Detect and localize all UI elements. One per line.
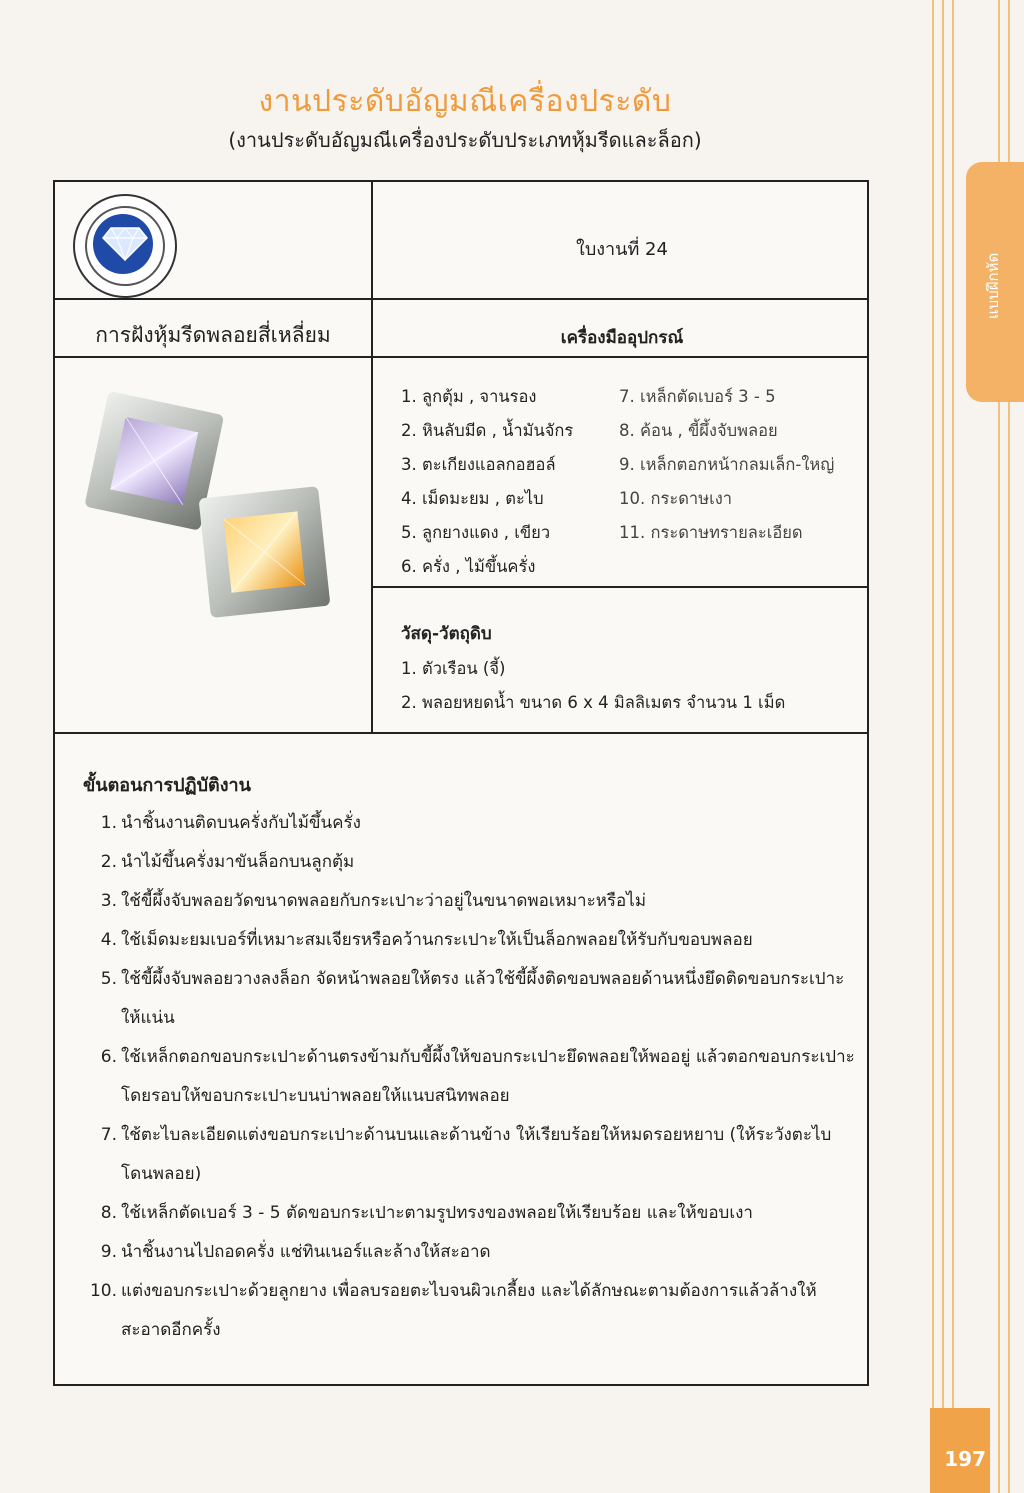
task-name: การฝังหุ้มรีดพลอยสี่เหลี่ยม — [95, 323, 331, 347]
tool-item: 9. เหล็กตอกหน้ากลมเล็ก-ใหญ่ — [619, 455, 835, 474]
gemstone-photo — [75, 382, 345, 642]
decor-line — [932, 0, 934, 1493]
section-tab — [966, 162, 1024, 402]
section-tab-label: แบบฝึกหัด — [984, 252, 1002, 319]
table-divider — [373, 586, 867, 588]
step-item: 3. ใช้ขี้ผึ้งจับพลอยวัดขนาดพลอยกับกระเปาะว่าอยู่ในขนาดพอเหมาะหรือไม่ — [100, 891, 647, 911]
material-item: 1. ตัวเรือน (จี้) — [401, 659, 506, 678]
table-divider — [55, 732, 867, 734]
page-number: 197 — [944, 1447, 986, 1471]
tools-heading: เครื่องมืออุปกรณ์ — [560, 328, 684, 348]
tool-item: 3. ตะเกียงแอลกอฮอล์ — [401, 455, 556, 474]
tool-item: 5. ลูกยางแดง , เขียว — [401, 523, 551, 542]
table-divider — [55, 298, 867, 300]
step-item: 2. นำไม้ขึ้นครั่งมาขันล็อกบนลูกตุ้ม — [100, 852, 355, 872]
step-item: 9. นำชิ้นงานไปถอดครั่ง แช่ทินเนอร์และล้างให้สะอาด — [100, 1242, 491, 1262]
table-divider — [55, 356, 867, 358]
diamond-icon — [101, 226, 149, 262]
tool-item: 7. เหล็กตัดเบอร์ 3 - 5 — [619, 387, 776, 406]
worksheet-table — [53, 180, 869, 1386]
step-item: 6. ใช้เหล็กตอกขอบกระเปาะด้านตรงข้ามกับขี้ผึ้งให้ขอบกระเปาะยึดพลอยให้พออยู่ แล้วตอกขอบกระเปาะโดยรอบให้ขอบกระเปาะบนบ่าพลอยให้แนบสนิทพลอย — [100, 1047, 855, 1106]
tool-item: 10. กระดาษเงา — [619, 489, 733, 508]
steps-heading: ขั้นตอนการปฏิบัติงาน — [83, 775, 251, 796]
step-item: 1. นำชิ้นงานติดบนครั่งกับไม้ขึ้นครั่ง — [100, 813, 361, 833]
page-title: งานประดับอัญมณีเครื่องประดับ — [258, 84, 672, 119]
step-item: 7. ใช้ตะไบละเอียดแต่งขอบกระเปาะด้านบนและด้านข้าง ให้เรียบร้อยให้หมดรอยหยาบ (ให้ระวังตะไบโดนพลอย) — [100, 1125, 832, 1184]
material-item: 2. พลอยหยดน้ำ ขนาด 6 x 4 มิลลิเมตร จำนวน 1 เม็ด — [401, 693, 786, 712]
page-number-box — [930, 1408, 990, 1493]
tool-item: 1. ลูกตุ้ม , จานรอง — [401, 387, 537, 406]
materials-list — [401, 652, 785, 720]
tool-item: 2. หินลับมีด , น้ำมันจักร — [401, 421, 574, 440]
steps-list — [79, 804, 859, 1350]
tools-list — [401, 380, 834, 584]
materials-heading: วัสดุ-วัตถุดิบ — [401, 624, 492, 644]
page-subtitle: (งานประดับอัญมณีเครื่องประดับประเภทหุ้มรีดและล็อก) — [228, 128, 702, 152]
decor-line — [952, 0, 954, 1493]
tool-item: 11. กระดาษทรายละเอียด — [619, 523, 803, 542]
worksheet-number: ใบงานที่ 24 — [576, 239, 668, 260]
step-item: 5. ใช้ขี้ผึ้งจับพลอยวางลงล็อก จัดหน้าพลอยให้ตรง แล้วใช้ขี้ผึ้งติดขอบพลอยด้านหนึ่งยึดติดขอบกระเปาะให้แน่น — [100, 969, 845, 1028]
tool-item: 8. ค้อน , ขี้ผึ้งจับพลอย — [619, 421, 778, 440]
tool-item: 4. เม็ดมะยม , ตะไบ — [401, 489, 544, 508]
decor-line — [942, 0, 944, 1493]
institute-logo — [73, 194, 177, 298]
step-item: 10. แต่งขอบกระเปาะด้วยลูกยาง เพื่อลบรอยตะไบจนผิวเกลี้ยง และได้ลักษณะตามต้องการแล้วล้างให้สะอาดอีกครั้ง — [89, 1281, 817, 1340]
tool-item: 6. ครั่ง , ไม้ขึ้นครั่ง — [401, 557, 536, 576]
step-item: 4. ใช้เม็ดมะยมเบอร์ที่เหมาะสมเจียรหรือคว้านกระเปาะให้เป็นล็อกพลอยให้รับกับขอบพลอย — [100, 930, 753, 950]
step-item: 8. ใช้เหล็กตัดเบอร์ 3 - 5 ตัดขอบกระเปาะตามรูปทรงของพลอยให้เรียบร้อย และให้ขอบเงา — [100, 1203, 753, 1223]
table-divider — [371, 182, 373, 734]
